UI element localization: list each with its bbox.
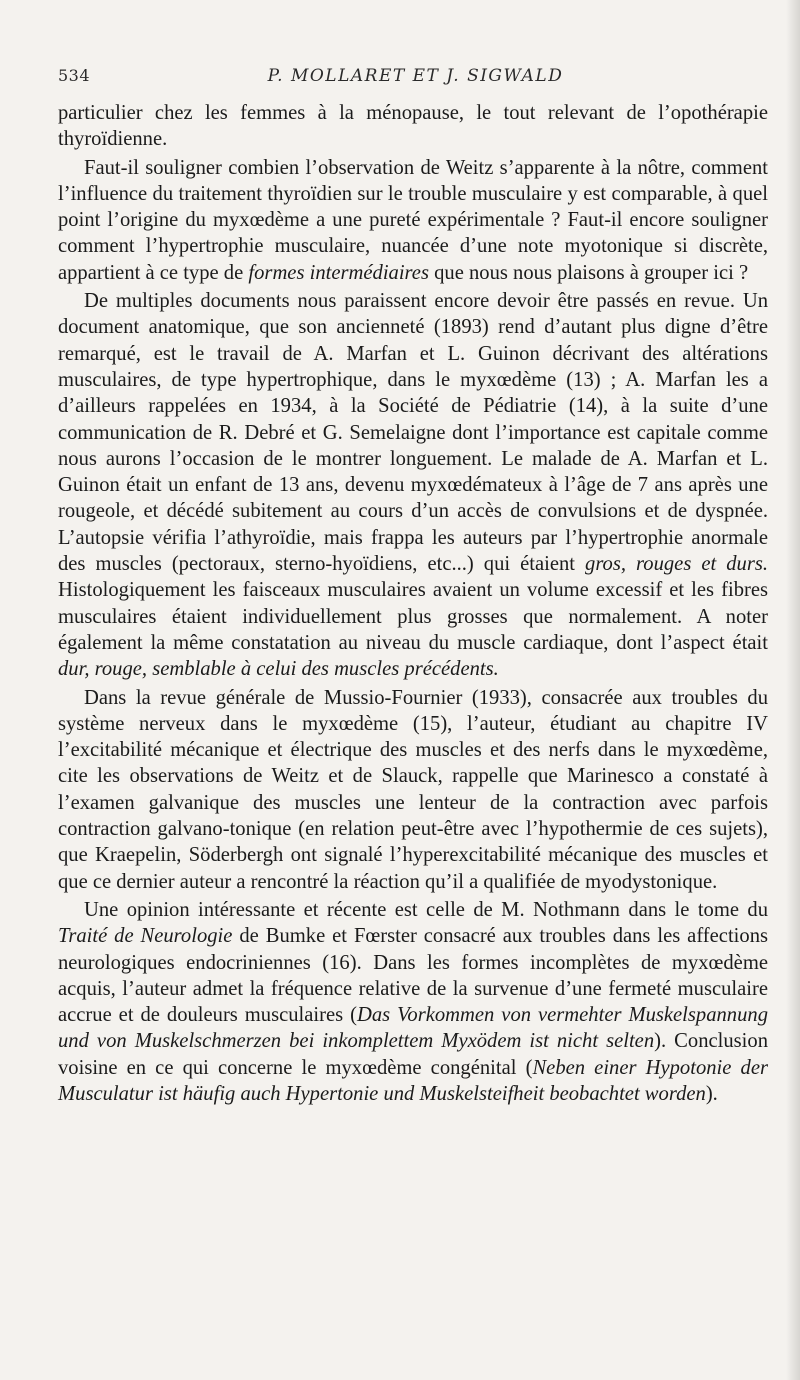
text-segment: Dans la revue générale de Mussio-Fournier (1933), consacrée aux troubles du système nerveux dans le myxœdème (15), l’auteur, étudiant au chapitre IV l’excitabilité mécanique et électrique des muscles et des nerfs dans le myxœdème, cite les observations de Weitz et de Slauck, rappelle que Marinesco a constaté à l’examen galvanique des muscles une lenteur de la contraction avec parfois contraction galvano-tonique (en relation peut-être avec l’hypothermie de ces sujets), que Kraepelin, Söderbergh ont signalé l’hyperexcitabilité mécanique des muscles et que ce dernier auteur a rencontré la réaction qu’il a qualifiée de myodystonique. xyxy=(58,686,768,893)
text-segment: ). xyxy=(705,1082,718,1105)
text-segment: ). Conclusion voisine en ce qui concerne le myxœdème congénital ( xyxy=(58,1030,768,1079)
italic-segment: dur, rouge, semblable à celui des muscles précédents. xyxy=(58,658,499,681)
paragraph-continuation xyxy=(58,100,768,153)
text-segment: que nous nous plaisons à grouper ici ? xyxy=(428,261,749,284)
text-segment: particulier chez les femmes à la ménopause, le tout relevant de l’opothérapie thyroïdienne. xyxy=(58,102,768,151)
page-header xyxy=(58,62,773,92)
italic-segment: formes intermédiaires xyxy=(248,261,429,284)
page-edge-shadow xyxy=(786,0,800,1380)
paragraph-weitz xyxy=(58,155,768,286)
paragraph-mussio-fournier xyxy=(58,685,768,895)
paragraph-marfan-guinon xyxy=(58,288,768,682)
running-title: P. MOLLARET ET J. SIGWALD xyxy=(267,66,564,86)
text-segment: De multiples documents nous paraissent encore devoir être passés en revue. Un document anatomique, que son ancienneté (1893) rend d’autant plus digne d’être remarqué, est le travail de A. Marfan et L. Guinon décrivant des altérations musculaires, de type hypertrophique, dans le myxœdème (13) ; A. Marfan les a d’ailleurs rappelées en 1934, à la Société de Pédiatrie (14), à la suite d’une communication de R. Debré et G. Semelaigne dont l’importance est capitale comme nous aurons l’occasion de le montrer longuement. Le malade de A. Marfan et L. Guinon était un enfant de 13 ans, devenu myxœdémateux à l’âge de 7 ans après une rougeole, et décédé subitement au cours d’un accès de convulsions et de dyspnée. L’autopsie vérifia l’athyroïdie, mais frappa les auteurs par l’hypertrophie anormale des muscles (pectoraux, sterno-hyoïdiens, etc...) qui étaient xyxy=(58,290,768,576)
italic-segment: Das Vorkommen von vermehter Muskelspannung und von Muskelschmerzen bei inkomplettem Myxödem ist nicht selten xyxy=(58,1004,768,1053)
body-text xyxy=(58,100,768,1107)
text-segment: de Bumke et Fœrster consacré aux troubles dans les affections neurologiques endocriniennes (16). Dans les formes incomplètes de myxœdème acquis, l’auteur admet la fréquence relative de la survenue d’une fermeté musculaire accrue et de douleurs musculaires ( xyxy=(58,925,769,1027)
italic-segment: Traité de Neurologie xyxy=(58,925,233,948)
page-number: 534 xyxy=(58,66,91,85)
italic-segment: Neben einer Hypotonie der Musculatur ist häufig auch Hypertonie und Muskelsteifheit beobachtet worden xyxy=(58,1056,768,1105)
paragraph-nothmann xyxy=(58,897,768,1107)
text-segment: Histologiquement les faisceaux musculaires avaient un volume excessif et les fibres musculaires étaient individuellement plus grosses que normalement. A noter également la même constatation au niveau du muscle cardiaque, dont l’aspect était xyxy=(58,579,768,654)
text-segment: Faut-il souligner combien l’observation de Weitz s’apparente à la nôtre, comment l’influence du traitement thyroïdien sur le trouble musculaire y est comparable, à quel point l’origine du myxœdème a une pureté expérimentale ? Faut-il encore souligner comment l’hypertrophie musculaire, nuancée d’une note myotonique si discrète, appartient à ce type de xyxy=(58,156,768,284)
italic-segment: gros, rouges et durs. xyxy=(585,553,768,576)
text-segment: Une opinion intéressante et récente est celle de M. Nothmann dans le tome du xyxy=(84,898,768,921)
